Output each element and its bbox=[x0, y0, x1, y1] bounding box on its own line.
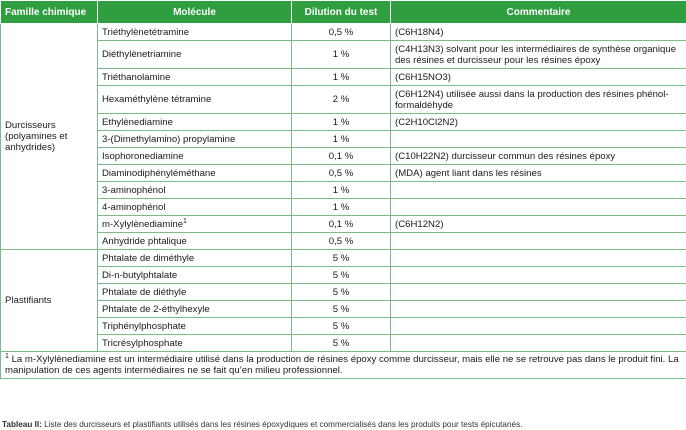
header-row bbox=[1, 1, 686, 24]
dilution-cell: 5 % bbox=[292, 318, 391, 335]
dilution-cell: 0,5 % bbox=[292, 233, 391, 250]
footnote-marker: 1 bbox=[5, 352, 9, 360]
molecule-name: Diaminodiphényléméthane bbox=[102, 167, 216, 179]
molecule-cell bbox=[98, 267, 292, 284]
molecule-cell bbox=[98, 114, 292, 131]
molecule-name: Triéthylènetétramine bbox=[102, 26, 190, 38]
molecule-cell bbox=[98, 41, 292, 69]
molecule-name: Triéthanolamine bbox=[102, 71, 171, 83]
molecule-name: 4-aminophénol bbox=[102, 201, 166, 213]
molecule-cell bbox=[98, 250, 292, 267]
dilution-cell: 1 % bbox=[292, 199, 391, 216]
table-row bbox=[1, 165, 686, 182]
molecule-name: 3-(Dimethylamino) propylamine bbox=[102, 133, 236, 145]
molecule-cell bbox=[98, 182, 292, 199]
comment-cell bbox=[391, 182, 686, 199]
comment-cell bbox=[391, 318, 686, 335]
molecule-cell bbox=[98, 199, 292, 216]
molecule-cell bbox=[98, 216, 292, 233]
table-caption bbox=[2, 420, 522, 430]
comment-cell: (C10H22N2) durcisseur commun des résines époxy bbox=[391, 148, 686, 165]
dilution-cell: 0,1 % bbox=[292, 148, 391, 165]
molecule-name: Hexaméthylène tétramine bbox=[102, 94, 212, 105]
footnote-ref: 1 bbox=[183, 217, 187, 225]
molecule-name: Phtalate de diéthyle bbox=[102, 286, 187, 298]
molecule-cell bbox=[98, 24, 292, 41]
table-row bbox=[1, 335, 686, 352]
dilution-cell: 1 % bbox=[292, 114, 391, 131]
comment-cell: (C6H15NO3) bbox=[391, 69, 686, 86]
molecule-cell bbox=[98, 148, 292, 165]
table-row bbox=[1, 199, 686, 216]
caption-text: Liste des durcisseurs et plastifiants utilisés dans les résines époxydiques et commercialisés dans les produits pour tests épicutanés. bbox=[41, 420, 523, 429]
table-row bbox=[1, 216, 686, 233]
dilution-cell: 0,5 % bbox=[292, 165, 391, 182]
molecule-name: Di-n-butylphtalate bbox=[102, 269, 178, 281]
header-molecule: Molécule bbox=[98, 1, 292, 24]
comment-cell bbox=[391, 250, 686, 267]
comment-cell bbox=[391, 284, 686, 301]
comment-cell: (C4H13N3) solvant pour les intermédiaires de synthèse organique des résines et durcisseur pour les résines époxy bbox=[391, 41, 686, 69]
table-row bbox=[1, 284, 686, 301]
comment-cell bbox=[391, 199, 686, 216]
molecule-name: m-Xylylènediamine bbox=[102, 218, 184, 230]
dilution-cell: 5 % bbox=[292, 267, 391, 284]
comment-cell bbox=[391, 131, 686, 148]
molecule-name: Isophoronediamine bbox=[102, 150, 184, 162]
molecule-name: Diéthylènetriamine bbox=[102, 49, 182, 60]
table-row bbox=[1, 267, 686, 284]
table-row bbox=[1, 148, 686, 165]
dilution-cell: 1 % bbox=[292, 41, 391, 69]
comment-cell bbox=[391, 335, 686, 352]
table-row bbox=[1, 86, 686, 114]
family-durcisseurs: Durcisseurs (polyamines et anhydrides) bbox=[1, 24, 98, 250]
table-row bbox=[1, 233, 686, 250]
header-commentaire: Commentaire bbox=[391, 1, 686, 24]
molecule-cell bbox=[98, 335, 292, 352]
family-plastifiants: Plastifiants bbox=[1, 250, 98, 352]
table-row bbox=[1, 131, 686, 148]
molecule-name: Phtalate de diméthyle bbox=[102, 252, 195, 264]
dilution-cell: 1 % bbox=[292, 131, 391, 148]
table-row bbox=[1, 318, 686, 335]
dilution-cell: 5 % bbox=[292, 250, 391, 267]
dilution-cell: 5 % bbox=[292, 284, 391, 301]
dilution-cell: 2 % bbox=[292, 86, 391, 114]
table-row bbox=[1, 69, 686, 86]
table-row bbox=[1, 114, 686, 131]
molecule-cell bbox=[98, 165, 292, 182]
molecule-cell bbox=[98, 233, 292, 250]
table-row bbox=[1, 182, 686, 199]
table-row bbox=[1, 24, 686, 41]
dilution-cell: 1 % bbox=[292, 182, 391, 199]
footnote-row bbox=[1, 352, 686, 379]
header-famille: Famille chimique bbox=[1, 1, 98, 24]
table-row bbox=[1, 250, 686, 267]
molecule-cell bbox=[98, 284, 292, 301]
molecule-cell bbox=[98, 86, 292, 114]
molecule-name: Phtalate de 2-éthylhexyle bbox=[102, 303, 210, 315]
dilution-cell: 5 % bbox=[292, 335, 391, 352]
molecule-cell bbox=[98, 131, 292, 148]
dilution-cell: 1 % bbox=[292, 69, 391, 86]
molecule-name: 3-aminophénol bbox=[102, 184, 166, 196]
comment-cell bbox=[391, 267, 686, 284]
caption-label: Tableau II: bbox=[2, 420, 42, 429]
molecule-name: Ethylènediamine bbox=[102, 116, 173, 128]
comment-cell bbox=[391, 301, 686, 318]
footnote-text: La m-Xylylènediamine est un intermédiaire utilisé dans la production de résines époxy comme durcisseur, mais elle ne se retrouve pas dans le produit fini. La manipulation de ces agents intermédiaires ne se fait qu’en milieu professionnel. bbox=[5, 354, 679, 376]
table-row bbox=[1, 301, 686, 318]
comment-cell: (C6H12N4) utilisée aussi dans la production des résines phénol-formaldéhyde bbox=[391, 86, 686, 114]
table-row bbox=[1, 41, 686, 69]
comment-cell: (C6H18N4) bbox=[391, 24, 686, 41]
molecule-name: Anhydride phtalique bbox=[102, 235, 187, 247]
dilution-cell: 0,5 % bbox=[292, 24, 391, 41]
comment-cell bbox=[391, 233, 686, 250]
dilution-cell: 5 % bbox=[292, 301, 391, 318]
molecule-name: Tricrésylphosphate bbox=[102, 337, 183, 349]
molecule-cell bbox=[98, 318, 292, 335]
molecule-cell bbox=[98, 69, 292, 86]
dilution-cell: 0,1 % bbox=[292, 216, 391, 233]
comment-cell: (MDA) agent liant dans les résines bbox=[391, 165, 686, 182]
table-body bbox=[1, 24, 686, 379]
comment-cell: (C2H10Cl2N2) bbox=[391, 114, 686, 131]
footnote-cell bbox=[1, 352, 686, 379]
molecule-name: Triphénylphosphate bbox=[102, 320, 186, 332]
header-dilution: Dilution du test bbox=[292, 1, 391, 24]
comment-cell: (C6H12N2) bbox=[391, 216, 686, 233]
molecule-cell bbox=[98, 301, 292, 318]
